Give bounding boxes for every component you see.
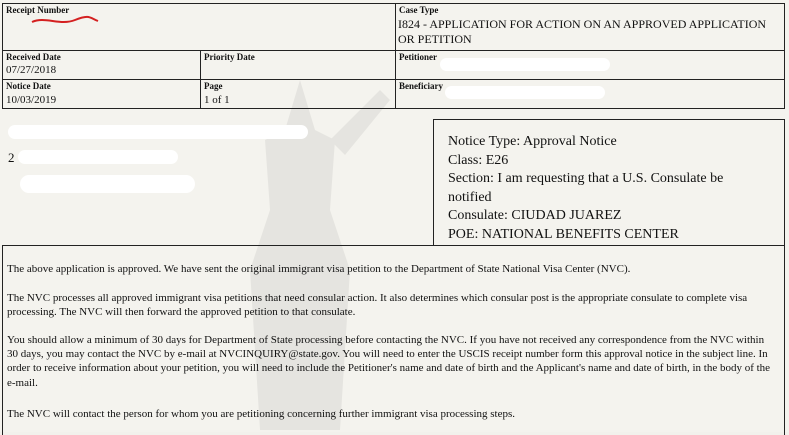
body-paragraph-3: You should allow a minimum of 30 days for Department of State processing before contacting the NVC. If you have not received any correspondence from the NVC within 30 days, you may contact the NVC by e-mail at NVCINQUIRY@state.gov. You will need to enter the USCIS receipt number form this approval notice in the subject line. In order to receive information about your petition, you will need to include the Petitioner's name and date of birth and the Applicant's name and date of birth, in the body of the e-mail.: [7, 334, 771, 389]
address-redaction-3: [20, 175, 195, 193]
notice-class: Class: E26: [448, 152, 509, 168]
notice-type: Notice Type: Approval Notice: [448, 134, 617, 149]
beneficiary-label: Beneficiary: [399, 81, 443, 91]
page-cell: [200, 79, 396, 109]
petitioner-label: Petitioner: [399, 52, 437, 62]
receipt-number-label: Receipt Number: [6, 5, 70, 15]
address-redaction-2: [18, 150, 178, 164]
notice-section-line1: Section: I am requesting that a U.S. Consulate be: [448, 171, 724, 187]
case-type-label: Case Type: [399, 5, 439, 15]
received-date-value: 07/27/2018: [6, 64, 57, 76]
notice-consulate: Consulate: CIUDAD JUAREZ: [448, 208, 622, 224]
received-date-cell: [2, 50, 201, 80]
priority-date-label: Priority Date: [204, 52, 255, 62]
received-date-label: Received Date: [6, 52, 61, 62]
notice-date-label: Notice Date: [6, 81, 51, 91]
notice-poe: POE: NATIONAL BENEFITS CENTER: [448, 226, 679, 242]
beneficiary-redaction: [445, 86, 605, 99]
notice-date-value: 10/03/2019: [6, 94, 57, 106]
red-ink-mark: [30, 14, 100, 28]
address-redaction-1: [8, 125, 308, 139]
petitioner-redaction: [440, 58, 610, 71]
body-paragraph-4: The NVC will contact the person for whom you are petitioning concerning further immigrant visa processing steps.: [7, 408, 516, 420]
notice-section-line2: notified: [448, 189, 492, 205]
case-type-value: I824 - APPLICATION FOR ACTION ON AN APPROVED APPLICATION OR PETITION: [398, 17, 767, 46]
address-fragment: 2: [8, 150, 15, 165]
notice-info: [448, 133, 778, 245]
body-paragraph-2: The NVC processes all approved immigrant visa petitions that need consular action. It also determines which consular post is the appropriate consulate to complete visa processing. The NVC will then forward the approved petition to that consulate.: [7, 292, 748, 319]
page-value: 1 of 1: [204, 94, 230, 106]
notice-date-cell: [2, 79, 201, 109]
page-label: Page: [204, 81, 223, 91]
priority-date-cell: [200, 50, 396, 80]
body-paragraph-1: The above application is approved. We have sent the original immigrant visa petition to the Department of State National Visa Center (NVC).: [7, 263, 631, 275]
